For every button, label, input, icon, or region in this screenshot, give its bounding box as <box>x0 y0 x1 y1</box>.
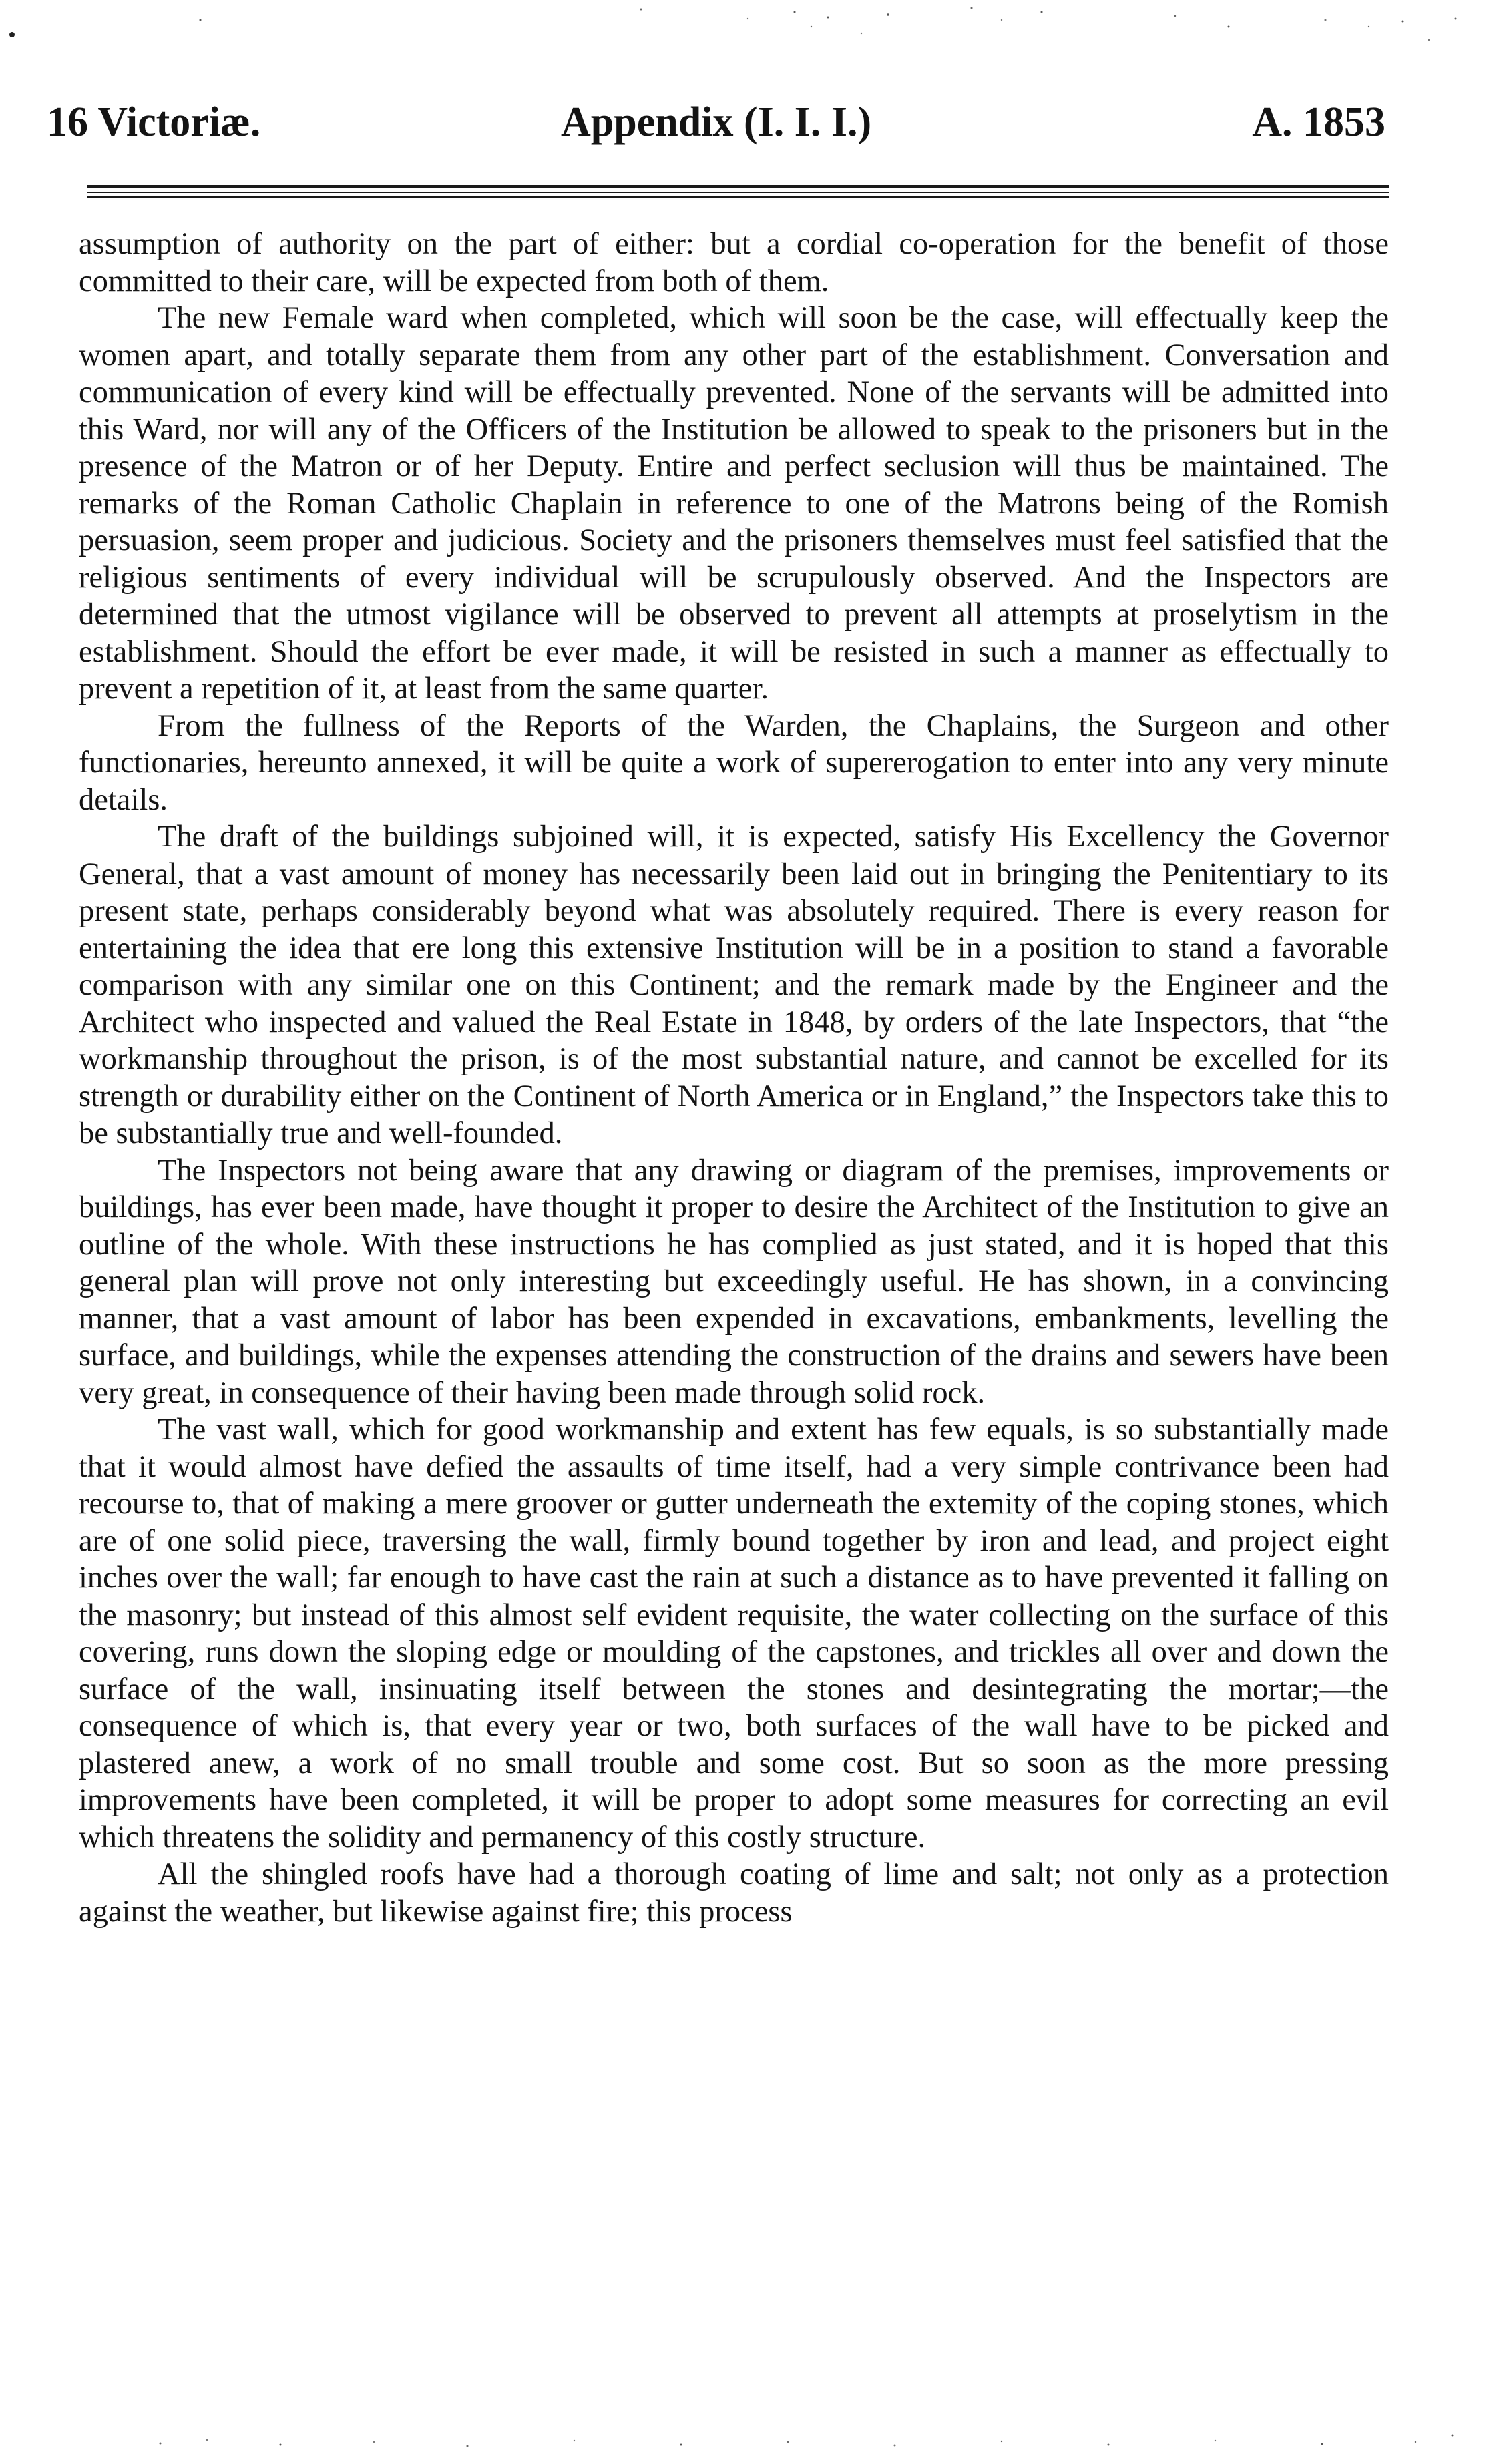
scan-specks-top <box>0 0 1497 73</box>
paragraph: All the shingled roofs have had a thorough coating of lime and salt; not only as a protection against the weather, but likewise against fire; this process <box>79 1857 1389 1929</box>
body-text <box>79 226 1389 1930</box>
paragraph: The draft of the buildings subjoined will, it is expected, satisfy His Excellency the Governor General, that a vast amount of money has necessarily been laid out in bringing the Penitentiary to its present state, perhaps considerably beyond what was absolutely required. There is every reason for entertaining the idea that ere long this extensive Institution will be in a position to stand a favorable comparison with any similar one on this Continent; and the remark made by the Engineer and the Architect who inspected and valued the Real Estate in 1848, by orders of the late Inspectors, that “the workmanship throughout the prison, is of the most substantial nature, and cannot be excelled for its strength or durability either on the Continent of North America or in England,” the Inspectors take this to be substantially true and well-founded. <box>79 820 1389 1150</box>
header-rule-bottom <box>87 196 1389 198</box>
header-appendix: Appendix (I. I. I.) <box>561 99 872 145</box>
header-year: A. 1853 <box>1252 99 1385 145</box>
header-rule-middle <box>87 192 1389 193</box>
paragraph: The Inspectors not being aware that any drawing or diagram of the premises, improvements or buildings, has ever been made, have thought it proper to desire the Architect of the Institution to give an outline of the whole. With these instructions he has complied as just stated, and it is hoped that this general plan will prove not only interesting but exceedingly useful. He has shown, in a convincing manner, that a vast amount of labor has been expended in excavations, embankments, levelling the surface, and buildings, while the expenses attending the construction of the drains and sewers have been very great, in consequence of their having been made through solid rock. <box>79 1153 1389 1410</box>
paragraph: assumption of authority on the part of either: but a cordial co-operation for the benefit of those committed to their care, will be expected from both of them. <box>79 227 1389 298</box>
header-session: 16 Victoriæ. <box>47 99 261 145</box>
paragraph: The vast wall, which for good workmanship and extent has few equals, is so substantially made that it would almost have defied the assaults of time itself, had a very simple contrivance been had recourse to, that of making a mere groover or gutter underneath the extemity of the coping stones, which are of one solid piece, traversing the wall, firmly bound together by iron and lead, and project eight inches over the wall; far enough to have cast the rain at such a distance as to have prevented it falling on the masonry; but instead of this almost self evident requisite, the water collecting on the surface of this covering, runs down the sloping edge or moulding of the capstones, and trickles all over and down the surface of the wall, insinuating itself between the stones and desintegrating the mortar;—the consequence of which is, that every year or two, both surfaces of the wall have to be picked and plastered anew, a work of no small trouble and some cost. But so soon as the more pressing improvements have been completed, it will be proper to adopt some measures for correcting an evil which threatens the solidity and permanency of this costly structure. <box>79 1413 1389 1855</box>
running-header <box>47 99 1385 159</box>
header-rule-top <box>87 185 1389 188</box>
scan-specks-bottom <box>0 2403 1497 2464</box>
paragraph: From the fullness of the Reports of the Warden, the Chaplains, the Surgeon and other functionaries, hereunto annexed, it will be quite a work of supererogation to enter into any very minute details. <box>79 708 1389 817</box>
paragraph: The new Female ward when completed, which will soon be the case, will effectually keep the women apart, and totally separate them from any other part of the establishment. Conversation and communication of every kind will be effectually prevented. None of the servants will be admitted into this Ward, nor will any of the Officers of the Institution be allowed to speak to the prisoners but in the presence of the Matron or of her Deputy. Entire and perfect seclusion will thus be maintained. The remarks of the Roman Catholic Chaplain in reference to one of the Matrons being of the Romish persuasion, seem proper and judicious. Society and the prisoners themselves must feel satisfied that the religious sentiments of every individual will be scrupulously observed. And the Inspectors are determined that the utmost vigilance will be observed to prevent all attempts at proselytism in the establishment. Should the effort be ever made, it will be resisted in such a manner as effectually to prevent a repetition of it, at least from the same quarter. <box>79 301 1389 706</box>
